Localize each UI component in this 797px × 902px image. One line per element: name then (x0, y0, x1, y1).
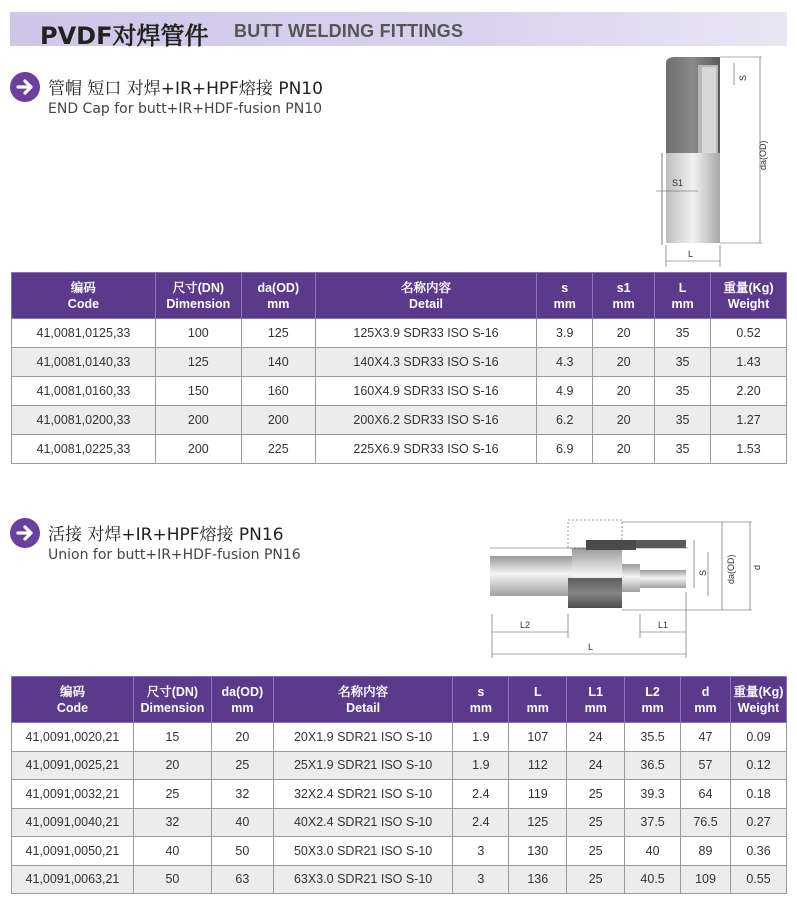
header-label: mm (584, 700, 607, 715)
header-label: mm (612, 296, 635, 311)
table-cell: 225X6.9 SDR33 ISO S-16 (315, 435, 537, 464)
section2-title: 活接 对焊+IR+HPF熔接 PN16 (48, 525, 284, 545)
header-label: mm (694, 700, 717, 715)
table-cell: 63X3.0 SDR21 ISO S-10 (273, 865, 453, 894)
table-cell: 125 (155, 348, 241, 377)
diagram-label-d: d (752, 564, 762, 570)
table-cell: 200 (155, 406, 241, 435)
header-label: s1 (616, 280, 631, 295)
header-label: 重量(Kg) (733, 684, 784, 699)
table-row (12, 865, 787, 894)
diagram-label-s: S (698, 569, 708, 576)
table-cell: 0.12 (730, 751, 786, 780)
table-cell: 1.9 (453, 723, 509, 752)
header-label: 编码 (70, 280, 96, 295)
table-cell: 63 (211, 865, 273, 894)
table-cell: 35 (655, 377, 711, 406)
header-label: Weight (737, 700, 780, 715)
header-label: mm (267, 296, 290, 311)
header-label: mm (231, 700, 254, 715)
table-cell: 20 (593, 435, 655, 464)
header-label: L (678, 280, 687, 295)
header-label: Dimension (166, 296, 231, 311)
table-cell: 20 (593, 348, 655, 377)
col-da (241, 273, 315, 319)
table-cell: 40 (133, 837, 211, 866)
table-cell: 100 (155, 319, 241, 348)
table-cell: 20 (133, 751, 211, 780)
header-label: Detail (408, 296, 444, 311)
col-l1 (567, 677, 625, 723)
diagram-label-da: da(OD) (726, 554, 736, 584)
col-dimension (133, 677, 211, 723)
table-cell: 35.5 (625, 723, 681, 752)
table-cell: 20 (593, 377, 655, 406)
header-label: da(OD) (257, 280, 300, 295)
table-cell: 35 (655, 435, 711, 464)
table-cell: 0.55 (730, 865, 786, 894)
header-label: Weight (727, 296, 770, 311)
table-cell: 40 (211, 808, 273, 837)
table-cell: 0.27 (730, 808, 786, 837)
header-label: L (533, 684, 542, 699)
table-cell: 32X2.4 SDR21 ISO S-10 (273, 780, 453, 809)
table-row (12, 319, 787, 348)
table-cell: 41,0081,0200,33 (12, 406, 156, 435)
table-cell: 200 (241, 406, 315, 435)
col-s (453, 677, 509, 723)
table-row (12, 377, 787, 406)
table-cell: 119 (509, 780, 567, 809)
table-cell: 32 (133, 808, 211, 837)
table-cell: 41,0081,0160,33 (12, 377, 156, 406)
table-cell: 20 (211, 723, 273, 752)
header-label: Code (67, 296, 100, 311)
table-cell: 20X1.9 SDR21 ISO S-10 (273, 723, 453, 752)
arrow-right-icon (10, 518, 40, 548)
table-cell: 41,0091,0063,21 (12, 865, 134, 894)
header-label: 尺寸(DN) (172, 280, 225, 295)
table-cell: 109 (681, 865, 731, 894)
header-label: 名称内容 (338, 684, 389, 699)
header-label: L1 (588, 684, 603, 699)
table-cell: 225 (241, 435, 315, 464)
table-cell: 37.5 (625, 808, 681, 837)
table-cell: 4.9 (537, 377, 593, 406)
col-detail (273, 677, 453, 723)
header-label: Dimension (140, 700, 205, 715)
diagram-label-s1: S1 (672, 178, 684, 188)
table-cell: 25 (567, 865, 625, 894)
table-cell: 0.36 (730, 837, 786, 866)
header-label: s (477, 684, 485, 699)
col-weight (711, 273, 787, 319)
diagram-label-l1: L1 (658, 620, 669, 630)
header-label: mm (641, 700, 664, 715)
col-l2 (625, 677, 681, 723)
table-cell: 35 (655, 406, 711, 435)
table-cell: 200 (155, 435, 241, 464)
table-cell: 47 (681, 723, 731, 752)
union-diagram (488, 518, 770, 660)
table-cell: 160X4.9 SDR33 ISO S-16 (315, 377, 537, 406)
table-cell: 4.3 (537, 348, 593, 377)
table-cell: 125 (509, 808, 567, 837)
table-cell: 41,0081,0225,33 (12, 435, 156, 464)
table-cell: 40X2.4 SDR21 ISO S-10 (273, 808, 453, 837)
table-cell: 130 (509, 837, 567, 866)
table-cell: 20 (593, 406, 655, 435)
table-cell: 1.27 (711, 406, 787, 435)
col-code (12, 677, 134, 723)
header-label: mm (671, 296, 694, 311)
table-cell: 125 (241, 319, 315, 348)
table-cell: 25 (567, 837, 625, 866)
end-cap-diagram (650, 55, 780, 270)
banner-title-cn: PVDF对焊管件 (40, 22, 209, 50)
col-s1 (593, 273, 655, 319)
table-cell: 25 (211, 751, 273, 780)
table-cell: 2.4 (453, 808, 509, 837)
table-cell: 3.9 (537, 319, 593, 348)
table-cell: 150 (155, 377, 241, 406)
col-detail (315, 273, 537, 319)
banner-title-en: BUTT WELDING FITTINGS (234, 21, 464, 41)
header-label: 编码 (59, 684, 85, 699)
table-cell: 36.5 (625, 751, 681, 780)
section1-title: 管帽 短口 对焊+IR+HPF熔接 PN10 (48, 79, 323, 99)
table-cell: 41,0091,0020,21 (12, 723, 134, 752)
table-cell: 2.20 (711, 377, 787, 406)
table-cell: 35 (655, 348, 711, 377)
table-cell: 140X4.3 SDR33 ISO S-16 (315, 348, 537, 377)
table-cell: 160 (241, 377, 315, 406)
table-cell: 40.5 (625, 865, 681, 894)
table-cell: 50 (133, 865, 211, 894)
table-cell: 112 (509, 751, 567, 780)
diagram-label-l2: L2 (520, 620, 531, 630)
diagram-label-l: L (588, 642, 594, 652)
table-row (12, 837, 787, 866)
header-label: L2 (645, 684, 660, 699)
table-cell: 6.2 (537, 406, 593, 435)
header-label: mm (469, 700, 492, 715)
table-row (12, 435, 787, 464)
header-label: Detail (346, 700, 381, 715)
table-cell: 15 (133, 723, 211, 752)
end-cap-table (11, 272, 787, 464)
col-s (537, 273, 593, 319)
table-cell: 41,0091,0040,21 (12, 808, 134, 837)
header-label: mm (553, 296, 576, 311)
table-cell: 140 (241, 348, 315, 377)
union-table (11, 676, 787, 894)
table-cell: 64 (681, 780, 731, 809)
table-cell: 24 (567, 751, 625, 780)
table-cell: 25X1.9 SDR21 ISO S-10 (273, 751, 453, 780)
diagram-label-da: da(OD) (758, 140, 768, 170)
table-cell: 41,0091,0025,21 (12, 751, 134, 780)
table-cell: 3 (453, 865, 509, 894)
table-cell: 0.52 (711, 319, 787, 348)
table-row (12, 780, 787, 809)
table-cell: 1.43 (711, 348, 787, 377)
table-cell: 76.5 (681, 808, 731, 837)
col-code (12, 273, 156, 319)
table-cell: 39.3 (625, 780, 681, 809)
table-cell: 57 (681, 751, 731, 780)
table-cell: 107 (509, 723, 567, 752)
table-cell: 125X3.9 SDR33 ISO S-16 (315, 319, 537, 348)
col-d (681, 677, 731, 723)
table-cell: 1.9 (453, 751, 509, 780)
table-row (12, 751, 787, 780)
col-l (509, 677, 567, 723)
table-cell: 200X6.2 SDR33 ISO S-16 (315, 406, 537, 435)
section1-subtitle: END Cap for butt+IR+HDF-fusion PN10 (48, 101, 323, 117)
table-cell: 0.09 (730, 723, 786, 752)
table-cell: 6.9 (537, 435, 593, 464)
diagram-label-l: L (688, 249, 694, 259)
table-cell: 2.4 (453, 780, 509, 809)
table-cell: 25 (567, 808, 625, 837)
table-row (12, 808, 787, 837)
table-cell: 41,0081,0140,33 (12, 348, 156, 377)
header-label: d (701, 684, 710, 699)
table-row (12, 406, 787, 435)
header-label: 尺寸(DN) (146, 684, 199, 699)
table-row (12, 723, 787, 752)
table-cell: 25 (133, 780, 211, 809)
diagram-label-s: S (738, 74, 748, 81)
table-cell: 41,0081,0125,33 (12, 319, 156, 348)
table-cell: 35 (655, 319, 711, 348)
table-cell: 41,0091,0032,21 (12, 780, 134, 809)
header-label: 名称内容 (401, 280, 452, 295)
header-label: s (561, 280, 569, 295)
table-cell: 40 (625, 837, 681, 866)
col-weight (730, 677, 786, 723)
table-cell: 50X3.0 SDR21 ISO S-10 (273, 837, 453, 866)
arrow-right-icon (10, 72, 40, 102)
header-label: 重量(Kg) (723, 280, 774, 295)
table-cell: 32 (211, 780, 273, 809)
table-cell: 3 (453, 837, 509, 866)
section2-subtitle: Union for butt+IR+HDF-fusion PN16 (48, 547, 301, 563)
table-cell: 136 (509, 865, 567, 894)
table-cell: 0.18 (730, 780, 786, 809)
header-label: Code (56, 700, 89, 715)
col-dimension (155, 273, 241, 319)
table-cell: 1.53 (711, 435, 787, 464)
col-l (655, 273, 711, 319)
table-row (12, 348, 787, 377)
table-cell: 25 (567, 780, 625, 809)
table-cell: 50 (211, 837, 273, 866)
header-label: mm (526, 700, 549, 715)
table-cell: 41,0091,0050,21 (12, 837, 134, 866)
table-cell: 24 (567, 723, 625, 752)
table-cell: 89 (681, 837, 731, 866)
col-da (211, 677, 273, 723)
header-label: da(OD) (221, 684, 264, 699)
page-banner (10, 12, 787, 50)
table-cell: 20 (593, 319, 655, 348)
